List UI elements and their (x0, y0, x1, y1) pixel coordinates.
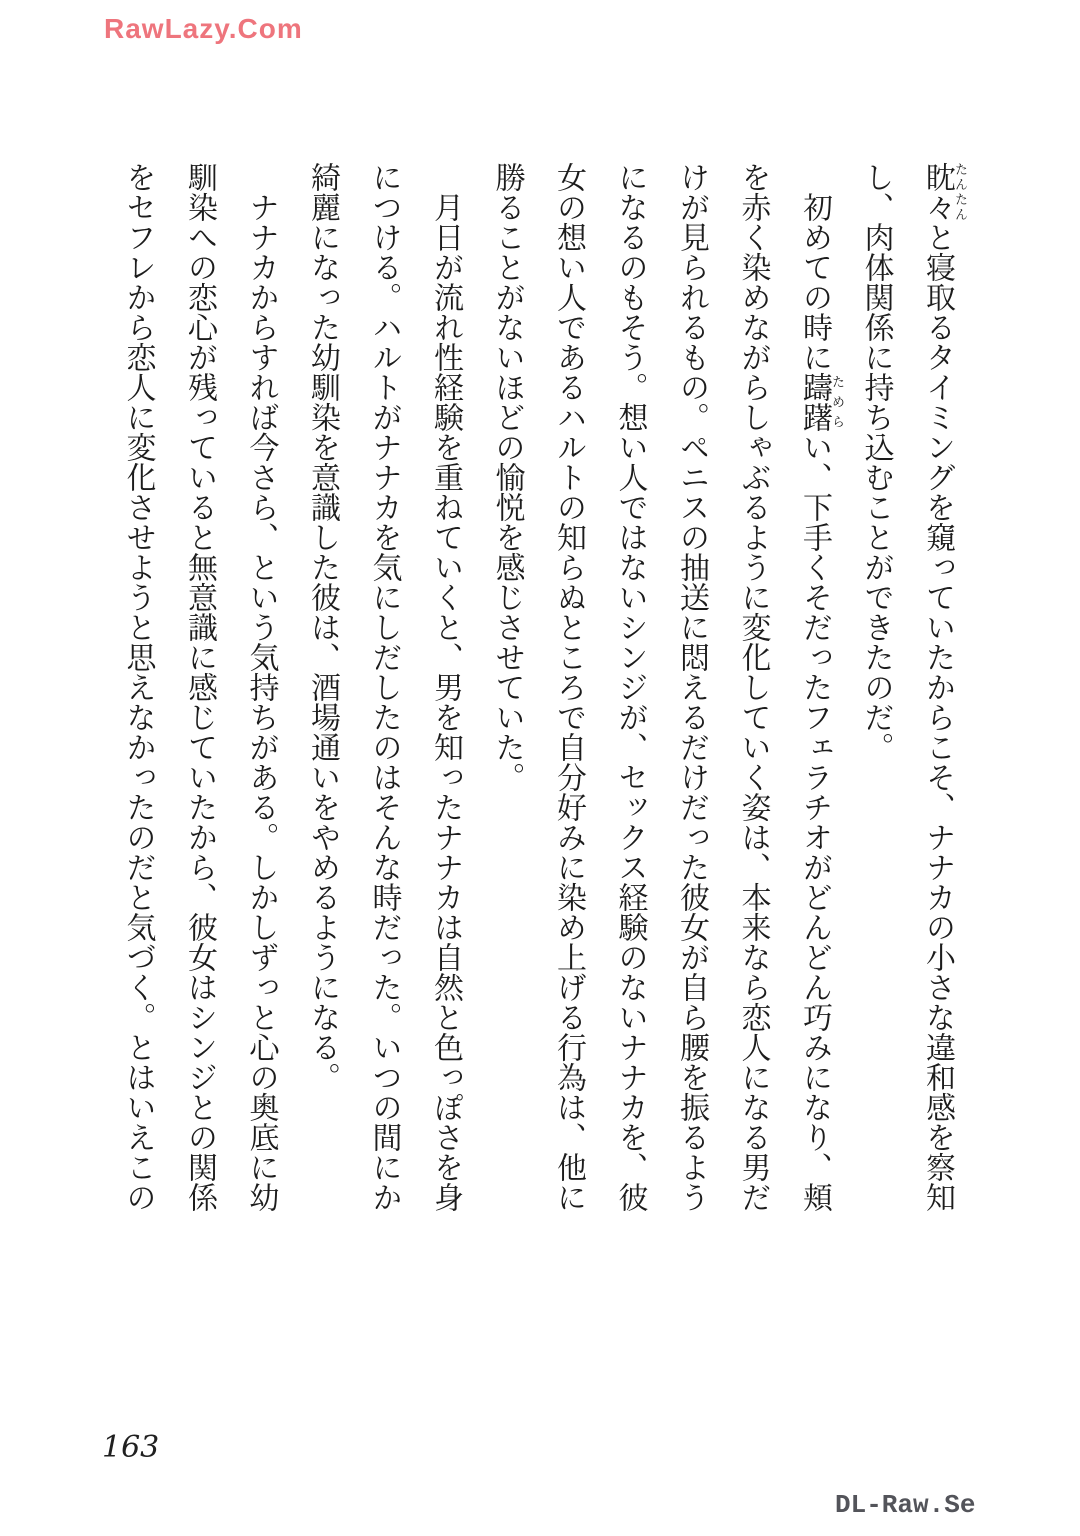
text-column: けが見られるもの。ペニスの抽送に悶えるだけだった彼女が自ら腰を振るよう (674, 162, 709, 1212)
text-column: 眈々たんたんと寝取るタイミングを窺っていたからこそ、ナナカの小さな違和感を察知 (920, 162, 967, 1212)
watermark-rawlazy: RawLazy.Com (104, 13, 303, 44)
text-column: 女の想い人であるハルトの知らぬところで自分好みに染め上げる行為は、他に (551, 162, 586, 1212)
text-column: 綺麗になった幼馴染を意識した彼は、酒場通いをやめるようになる。 (305, 162, 340, 1092)
text-column: をセフレから恋人に変化させようと思えなかったのだと気づく。とはいえこの (120, 162, 156, 1212)
text-column: 馴染への恋心が残っていると無意識に感じていたから、彼女はシンジとの関係 (182, 162, 217, 1212)
text-column: し、肉体関係に持ち込むことができたのだ。 (858, 162, 894, 762)
text-column: を赤く染めながらしゃぶるように変化していく姿は、本来なら恋人になる男だ (735, 162, 771, 1212)
watermark-dlraw: DL-Raw.Se (835, 1490, 976, 1520)
text-column: 初めての時に躊躇ためらい、下手くそだったフェラチオがどんどん巧みになり、頬 (797, 162, 844, 1212)
page-number: 163 (102, 1430, 160, 1465)
ruby-annotated-word: 躊躇ためら (797, 372, 844, 432)
text-block (107, 162, 968, 1218)
ruby-annotated-word: 眈々たんたん (920, 162, 967, 222)
text-column: 月日が流れ性経験を重ねていくと、男を知ったナナカは自然と色っぽさを身 (428, 162, 463, 1212)
text-column: ナナカからすれば今さら、という気持ちがある。しかしずっと心の奥底に幼 (243, 162, 279, 1212)
text-column: になるのもそう。想い人ではないシンジが、セックス経験のないナナカを、彼 (612, 162, 648, 1212)
text-column: 勝ることがないほどの愉悦を感じさせていた。 (489, 162, 525, 792)
text-column: につける。ハルトがナナカを気にしだしたのはそんな時だった。いつの間にか (366, 162, 402, 1212)
